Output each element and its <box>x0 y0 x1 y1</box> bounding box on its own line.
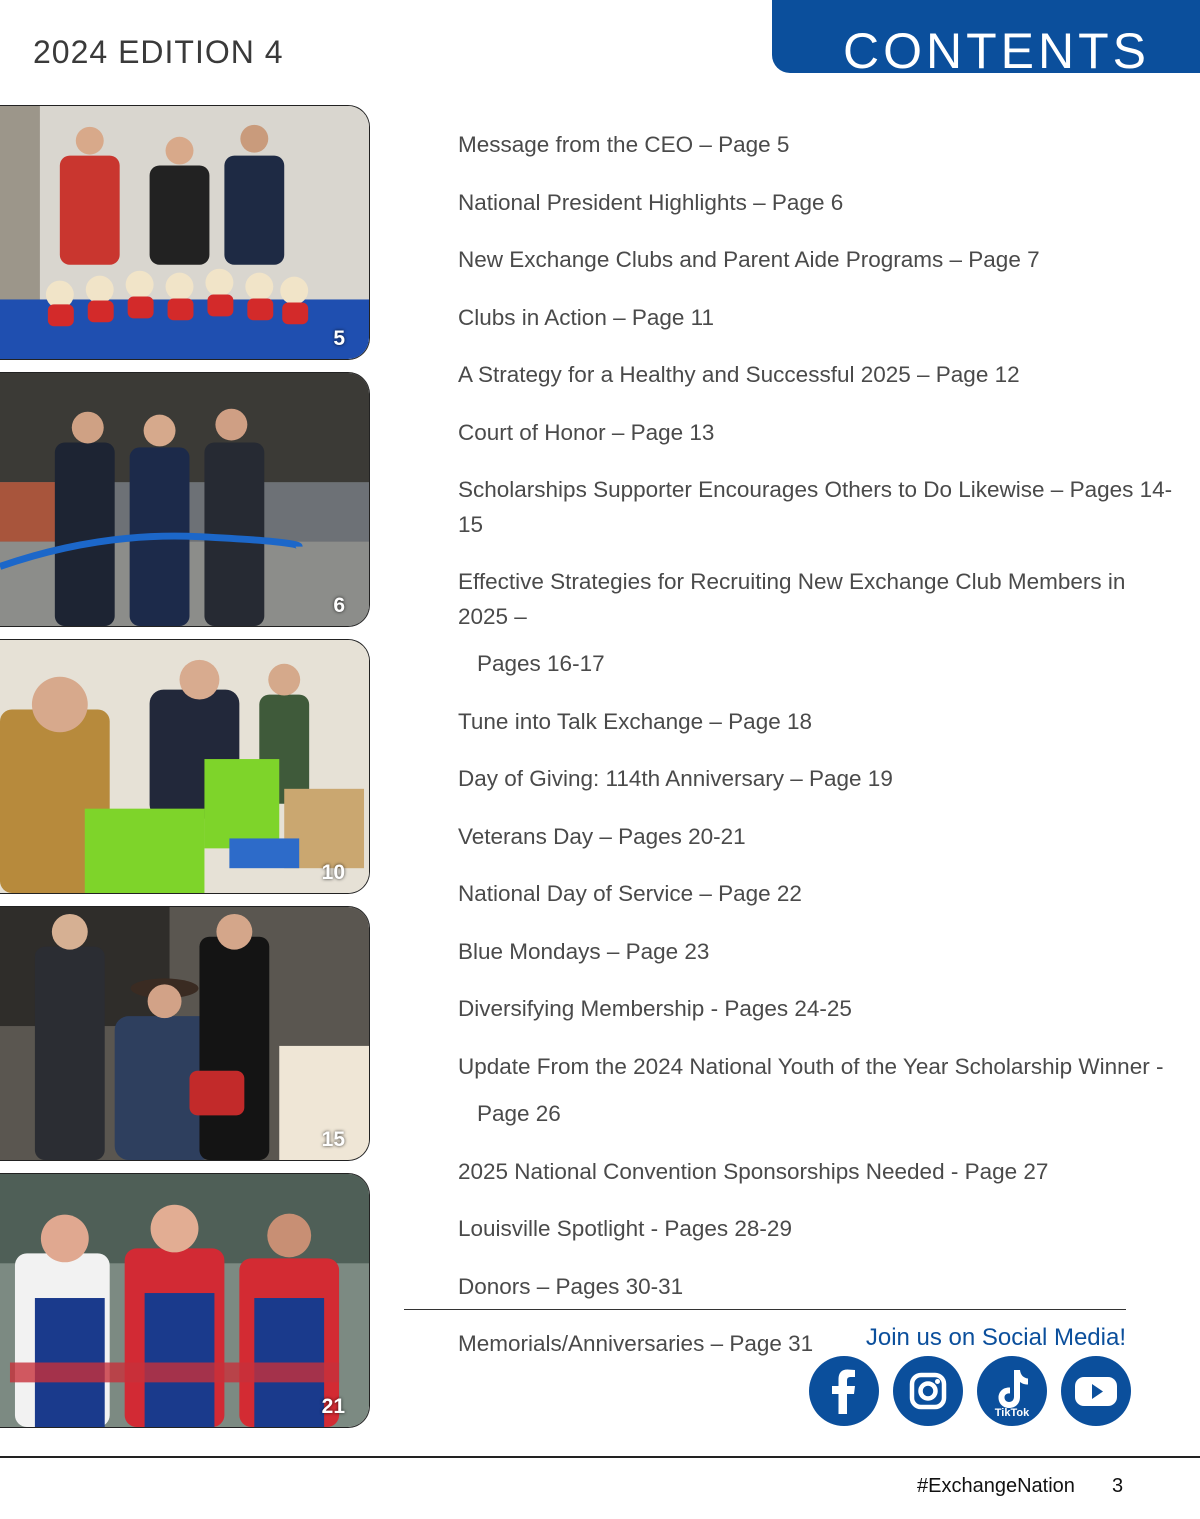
toc-entry-title: National President Highlights – Page 6 <box>458 189 844 215</box>
photo-volunteers-aprons[interactable] <box>0 1173 370 1428</box>
social-heading: Join us on Social Media! <box>865 1324 1126 1351</box>
toc-entry-title: Message from the CEO – Page 5 <box>458 132 790 157</box>
photo-page-number: 5 <box>333 327 345 350</box>
social-icons <box>809 1356 1131 1426</box>
photo-column <box>0 105 371 1440</box>
footer-rule <box>0 1456 1200 1458</box>
toc-entry[interactable] <box>458 935 1178 970</box>
photo-award-recipients[interactable] <box>0 906 370 1161</box>
divider <box>404 1309 1126 1310</box>
tiktok-label: TikTok <box>994 1407 1030 1419</box>
toc-entry[interactable] <box>458 301 1178 336</box>
youtube-icon[interactable] <box>1061 1356 1131 1426</box>
photo-page-number: 10 <box>321 861 345 884</box>
toc-entry-title: Veterans Day – Pages 20-21 <box>458 823 746 849</box>
toc-entry[interactable] <box>458 1155 1178 1190</box>
photo-page-number: 21 <box>321 1395 345 1418</box>
toc-entry-title: Diversifying Membership - Pages 24-25 <box>458 996 852 1021</box>
toc-entry-title: Court of Honor – Page 13 <box>458 419 715 445</box>
photo-teddy-bears[interactable] <box>0 105 370 360</box>
toc-entry-title: Louisville Spotlight - Pages 28-29 <box>458 1216 792 1241</box>
toc-entry[interactable] <box>458 762 1178 797</box>
toc-entry[interactable] <box>458 128 1178 163</box>
toc-entry-title: Day of Giving: 114th Anniversary – Page 19 <box>458 766 893 791</box>
footer-hashtag: #ExchangeNation <box>917 1475 1075 1497</box>
toc-entry[interactable] <box>458 358 1178 393</box>
toc-entry-title: 2025 National Convention Sponsorships Needed - Page 27 <box>458 1158 1049 1184</box>
toc-entry[interactable] <box>458 877 1178 912</box>
toc-entry-title: Memorials/Anniversaries – Page 31 <box>458 1331 814 1356</box>
toc-entry-title: Effective Strategies for Recruiting New Exchange Club Members in 2025 – <box>458 569 1126 629</box>
toc-entry[interactable] <box>458 565 1178 682</box>
toc-entry-title: New Exchange Clubs and Parent Aide Programs – Page 7 <box>458 247 1040 272</box>
toc-entry-title: Update From the 2024 National Youth of the Year Scholarship Winner - <box>458 1053 1164 1079</box>
photo-page-number: 15 <box>321 1128 345 1151</box>
photo-page-number: 6 <box>333 594 345 617</box>
toc-entry[interactable] <box>458 473 1178 542</box>
contents-title: CONTENTS <box>843 23 1150 79</box>
tiktok-icon[interactable] <box>977 1356 1047 1426</box>
toc-entry[interactable] <box>458 416 1178 451</box>
photo-ribbon-cutting[interactable] <box>0 372 370 627</box>
toc-entry-continuation: Page 26 <box>477 1101 561 1126</box>
toc-entry[interactable] <box>458 1270 1178 1305</box>
table-of-contents <box>458 128 1178 1385</box>
toc-entry[interactable] <box>458 1050 1178 1132</box>
photo-packing-bags[interactable] <box>0 639 370 894</box>
contents-tab <box>772 0 1200 79</box>
toc-entry-title: National Day of Service – Page 22 <box>458 881 802 906</box>
toc-entry-title: Blue Mondays – Page 23 <box>458 938 710 964</box>
page-number: 3 <box>1112 1475 1124 1497</box>
toc-entry[interactable] <box>458 243 1178 278</box>
toc-entry[interactable] <box>458 186 1178 221</box>
toc-entry-title: A Strategy for a Healthy and Successful 2025 – Page 12 <box>458 362 1020 387</box>
toc-entry[interactable] <box>458 820 1178 855</box>
toc-entry-title: Donors – Pages 30-31 <box>458 1273 684 1299</box>
toc-entry-continuation: Pages 16-17 <box>477 651 605 676</box>
toc-entry[interactable] <box>458 705 1178 740</box>
edition-label: 2024 EDITION 4 <box>33 34 284 70</box>
toc-entry[interactable] <box>458 992 1178 1027</box>
toc-entry-title: Tune into Talk Exchange – Page 18 <box>458 708 813 734</box>
instagram-icon[interactable] <box>893 1356 963 1426</box>
toc-entry-title: Clubs in Action – Page 11 <box>458 304 715 330</box>
toc-entry[interactable] <box>458 1212 1178 1247</box>
facebook-icon[interactable] <box>809 1356 879 1426</box>
toc-entry-title: Scholarships Supporter Encourages Others to Do Likewise – Pages 14-15 <box>458 477 1173 537</box>
